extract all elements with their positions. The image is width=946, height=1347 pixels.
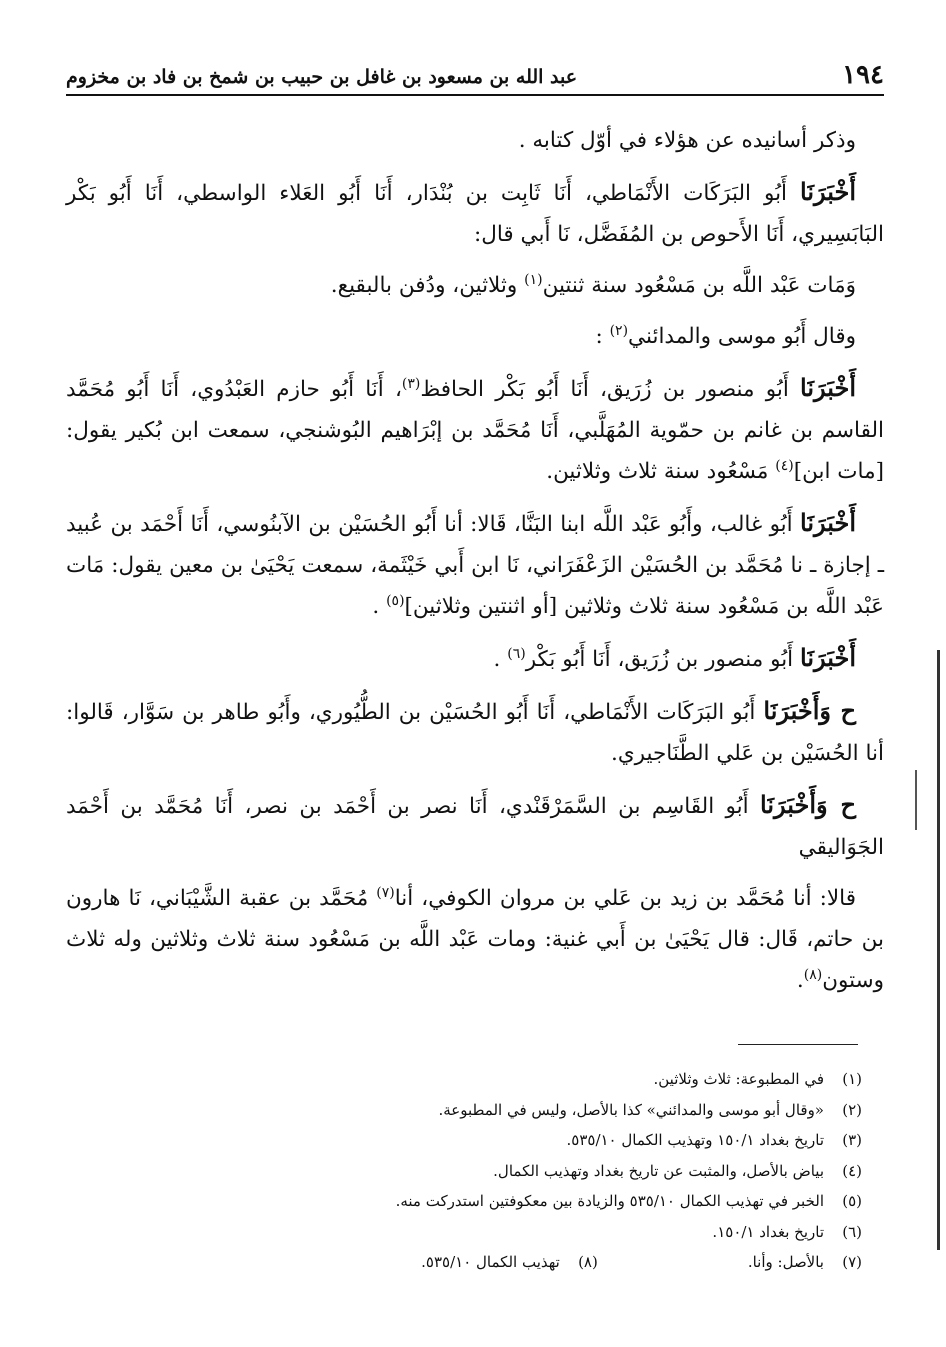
footnote-number: (٢)	[842, 1100, 862, 1119]
paragraph	[66, 316, 884, 357]
footnote-separator	[738, 1044, 858, 1045]
footnote	[66, 1125, 862, 1156]
paragraph-text: وثلاثين، ودُفن بالبقيع.	[330, 273, 518, 298]
isnad-lead: أَخْبَرَنَا	[800, 643, 856, 672]
paragraph	[66, 637, 884, 680]
scan-edge-line	[937, 650, 940, 1250]
paragraph-text: وَمَات عَبْد اللَّه بن مَسْعُود سنة ثنتين	[542, 273, 856, 298]
isnad-lead: ح وَأَخْبَرَنَا	[763, 696, 856, 725]
footnote-text: تاريخ بغداد ١٥٠/١ وتهذيب الكمال ٥٣٥/١٠.	[566, 1131, 824, 1149]
isnad-lead: أَخْبَرَنَا	[800, 508, 856, 537]
footnote-number: (٣)	[842, 1131, 862, 1149]
paragraph-text: .	[372, 594, 380, 619]
paragraph-text: أَبُو القَاسِم بن السَّمَرْقَنْدي، أَنَا نصر بن أَحْمَد بن نصر، أَنَا مُحَمَّد بن أَحْمَد الجَوَاليقي	[66, 794, 884, 860]
footnote-text: بياض بالأصل، والمثبت عن تاريخ بغداد وتهذيب الكمال.	[493, 1161, 824, 1180]
paragraph	[66, 690, 884, 774]
footnote-marker: (٣)	[401, 375, 421, 392]
footnote	[66, 1217, 862, 1248]
footnote-text: تاريخ بغداد ١٥٠/١.	[712, 1222, 824, 1241]
paragraph	[66, 171, 884, 255]
paragraph-text: قالا: أنا مُحَمَّد بن زيد بن عَلي بن مروان الكوفي، أنا	[394, 886, 856, 911]
paragraph-text: .	[796, 968, 804, 993]
paragraph	[66, 120, 884, 161]
footnote-number: (٤)	[842, 1161, 862, 1180]
paragraph	[66, 784, 884, 868]
footnote-spacer	[598, 1247, 748, 1278]
footnote	[66, 1095, 862, 1126]
paragraph	[66, 502, 884, 627]
footnote-marker: (٧)	[376, 884, 395, 901]
footnote-marker: (١)	[524, 271, 543, 288]
paragraph-text: أَبُو البَرَكَات الأَنْمَاطي، أَنَا ثَابِت بن بُنْدَار، أَنَا أَبُو العَلاء الواسطي، أَنَا أَبُو بَكْر البَابَسِيري، أَنَا الأَحوص بن المُفَضَّل، نَا أَبي قال:	[66, 181, 884, 247]
paragraph-text: مَسْعُود سنة ثلاث وثلاثين.	[546, 459, 769, 484]
footnote-row	[66, 1247, 862, 1278]
footnote-text: بالأصل: وأنا.	[747, 1253, 824, 1271]
footnote-number: (٨)	[578, 1253, 598, 1271]
footnote	[66, 1156, 862, 1187]
isnad-lead: أَخْبَرَنَا	[800, 177, 856, 206]
scan-margin-mark	[915, 770, 917, 830]
footnote-marker: (٢)	[609, 322, 629, 339]
footnotes	[66, 1064, 862, 1278]
page-number: ١٩٤	[842, 60, 884, 90]
footnote-marker: (٨)	[803, 966, 823, 983]
footnote-marker: (٥)	[386, 592, 405, 609]
footnote	[66, 1064, 862, 1095]
footnote-number: (١)	[842, 1070, 862, 1088]
paragraph	[66, 265, 884, 306]
paragraph-text: أَبُو منصور بن زُرَيق، أَنَا أَبُو بَكْر الحافظ	[420, 377, 789, 402]
page-header	[66, 54, 884, 96]
paragraph-text: وذكر أسانيده عن هؤلاء في أوّل كتابه .	[518, 128, 856, 153]
paragraph-text: أَبُو البَرَكَات الأَنْمَاطي، أَنَا أَبُو الحُسَيْن بن الطُّيُوري، وأَبُو طاهر بن سَوَّار، قَالوا: أنا الحُسَيْن بن عَلي الطَّنَاجيري.	[66, 700, 884, 766]
footnote-text: في المطبوعة: ثلاث وثلاثين.	[653, 1070, 824, 1088]
main-text	[66, 120, 884, 1011]
footnote-text: «وقال أبو موسى والمدائني» كذا بالأصل، وليس في المطبوعة.	[438, 1100, 824, 1119]
paragraph-text: أَبُو غالب، وأَبُو عَبْد اللَّه ابنا البَنَّا، قَالا: أنا أَبُو الحُسَيْن بن الآبنُوسي، أَنَا أَحْمَد بن عُبيد ـ إجازة ـ نا مُحَمَّد بن الحُسَيْن الزَعْفَرَاني، نَا ابن أَبي خَيْثَمة، سمعت يَحْيَىٰ بن معين يقول: مَات عَبْد اللَّه بن مَسْعُود سنة ثلاث وثلاثين [أو اثنتين وثلاثين]	[66, 512, 884, 619]
paragraph-text: مُحَمَّد بن عقبة الشَّيْبَاني، نَا هارون بن حاتم، قَال: قال يَحْيَىٰ بن أَبي غنية: ومات عَبْد اللَّه بن مَسْعُود سنة ثلاث وثلاثين وله ثلاث وستون	[66, 886, 884, 993]
footnote-text: تهذيب الكمال ٥٣٥/١٠.	[421, 1253, 560, 1271]
paragraph	[66, 367, 884, 492]
footnote-number: (٥)	[842, 1192, 862, 1210]
paragraph	[66, 878, 884, 1001]
footnote-number: (٧)	[842, 1253, 862, 1271]
footnote-text: الخبر في تهذيب الكمال ٥٣٥/١٠ والزيادة بين معكوفتين استدركت منه.	[395, 1192, 824, 1210]
isnad-lead: ح وَأَخْبَرَنَا	[760, 790, 856, 819]
footnote-marker: (٤)	[775, 457, 794, 474]
running-title: عبد الله بن مسعود بن غافل بن حبيب بن شمخ بن فاد بن مخزوم	[66, 66, 578, 88]
paragraph-text: ، أَنَا أَبُو حازم العَبْدُوي، أَنَا أَبُو مُحَمَّد القاسم بن غانم بن حمّوية المُهَلَّبي، أَنَا مُحَمَّد بن إبْرَاهيم البُوشنجي، سمعت ابن بُكير يقول: [مات ابن]	[66, 377, 884, 484]
paragraph-text: أَبُو منصور بن زُرَيق، أَنَا أَبُو بَكْر	[525, 647, 794, 672]
paragraph-text: .	[493, 647, 501, 672]
paragraph-text: :	[595, 324, 603, 349]
footnote-marker: (٦)	[507, 645, 526, 662]
footnote	[66, 1186, 862, 1217]
paragraph-text: وقال أَبُو موسى والمدائني	[628, 324, 856, 349]
footnote-number: (٦)	[842, 1222, 862, 1241]
isnad-lead: أَخْبَرَنَا	[800, 373, 856, 402]
